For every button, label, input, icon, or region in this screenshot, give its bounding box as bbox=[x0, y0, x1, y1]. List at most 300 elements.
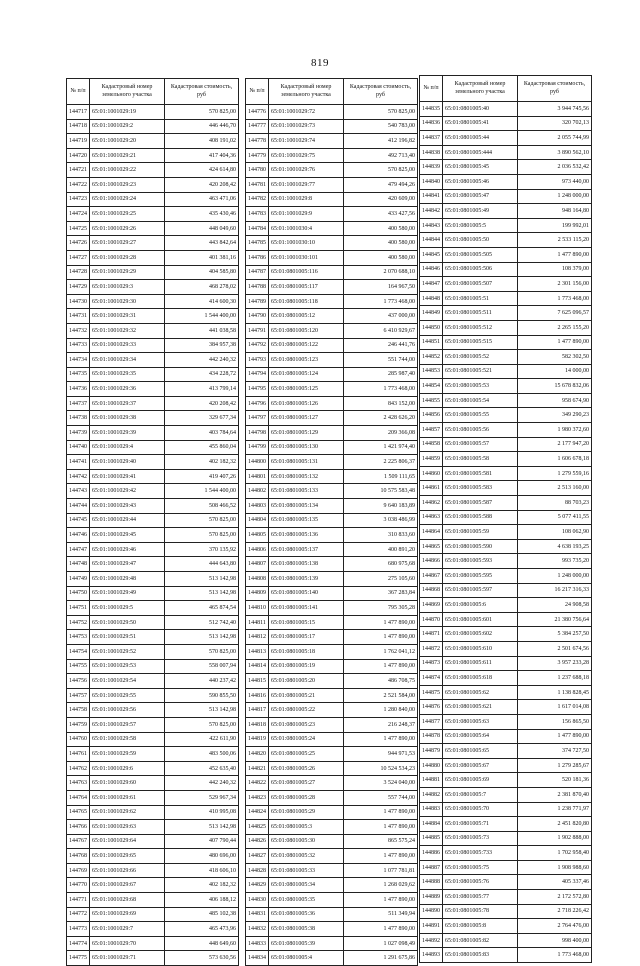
cadastral-value: 1 138 828,45 bbox=[518, 685, 592, 700]
row-number: 144723 bbox=[67, 192, 90, 207]
cadastral-value: 1 773 468,00 bbox=[344, 382, 418, 397]
table-row bbox=[420, 598, 592, 613]
cadastral-number: 65:01:0801005:601 bbox=[443, 612, 518, 627]
table-row bbox=[420, 627, 592, 642]
cadastral-value: 2 501 674,56 bbox=[518, 641, 592, 656]
cadastral-value: 349 290,23 bbox=[518, 408, 592, 423]
table-row bbox=[246, 630, 418, 645]
row-number: 144803 bbox=[246, 499, 269, 514]
cadastral-number: 65:01:0801005:77 bbox=[443, 890, 518, 905]
table-row bbox=[67, 192, 239, 207]
column-header-number: № п/п bbox=[420, 76, 443, 102]
row-number: 144718 bbox=[67, 119, 90, 134]
table-row bbox=[420, 904, 592, 919]
cadastral-number: 65:01:1001029:52 bbox=[90, 644, 165, 659]
table-row bbox=[67, 382, 239, 397]
row-number: 144852 bbox=[420, 350, 443, 365]
cadastral-number: 65:01:1001029:33 bbox=[90, 338, 165, 353]
cadastral-number: 65:01:1001029:59 bbox=[90, 747, 165, 762]
row-number: 144827 bbox=[246, 849, 269, 864]
column-header-cadastral-value: Кадастровая стоимость, руб bbox=[344, 79, 418, 105]
cadastral-number: 65:01:0801005:20 bbox=[269, 674, 344, 689]
table-row bbox=[246, 849, 418, 864]
cadastral-number: 65:01:0801005:137 bbox=[269, 542, 344, 557]
cadastral-value: 452 635,40 bbox=[165, 761, 239, 776]
cadastral-number: 65:01:0801005:36 bbox=[269, 907, 344, 922]
cadastral-number: 65:01:0801005:69 bbox=[443, 773, 518, 788]
row-number: 144778 bbox=[246, 134, 269, 149]
table-row bbox=[67, 717, 239, 732]
cadastral-value: 1 606 678,18 bbox=[518, 452, 592, 467]
cadastral-number: 65:01:0801005:124 bbox=[269, 367, 344, 382]
table-row bbox=[420, 583, 592, 598]
cadastral-number: 65:01:0801005:505 bbox=[443, 247, 518, 262]
table-row bbox=[67, 411, 239, 426]
cadastral-value: 465 473,96 bbox=[165, 922, 239, 937]
row-number: 144809 bbox=[246, 586, 269, 601]
cadastral-number: 65:01:1001029:53 bbox=[90, 659, 165, 674]
cadastral-value: 3 038 486,99 bbox=[344, 513, 418, 528]
row-number: 144798 bbox=[246, 426, 269, 441]
table-row bbox=[420, 393, 592, 408]
row-number: 144849 bbox=[420, 306, 443, 321]
cadastral-number: 65:01:1001029:75 bbox=[269, 148, 344, 163]
cadastral-number: 65:01:1001029:65 bbox=[90, 849, 165, 864]
cadastral-value: 1 702 958,40 bbox=[518, 846, 592, 861]
cadastral-number: 65:01:1001029:43 bbox=[90, 499, 165, 514]
cadastral-number: 65:01:0801005:64 bbox=[443, 729, 518, 744]
cadastral-number: 65:01:1001029:19 bbox=[90, 105, 165, 120]
table-row bbox=[246, 323, 418, 338]
cadastral-number: 65:01:0801005:129 bbox=[269, 426, 344, 441]
cadastral-number: 65:01:0801005:27 bbox=[269, 776, 344, 791]
row-number: 144776 bbox=[246, 105, 269, 120]
cadastral-value: 108 062,90 bbox=[518, 525, 592, 540]
cadastral-number: 65:01:1001030:10 bbox=[269, 236, 344, 251]
cadastral-value: 1 902 888,00 bbox=[518, 831, 592, 846]
cadastral-number: 65:01:0801005:58 bbox=[443, 452, 518, 467]
cadastral-number: 65:01:0801005:70 bbox=[443, 802, 518, 817]
cadastral-value: 1 279 559,16 bbox=[518, 466, 592, 481]
row-number: 144832 bbox=[246, 922, 269, 937]
table-row bbox=[246, 732, 418, 747]
cadastral-value: 402 182,32 bbox=[165, 455, 239, 470]
cadastral-value: 4 638 193,25 bbox=[518, 539, 592, 554]
cadastral-value: 998 400,00 bbox=[518, 933, 592, 948]
row-number: 144801 bbox=[246, 469, 269, 484]
row-number: 144727 bbox=[67, 250, 90, 265]
cadastral-value: 10 524 534,23 bbox=[344, 761, 418, 776]
cadastral-number: 65:01:0801005:54 bbox=[443, 393, 518, 408]
cadastral-number: 65:01:0801005:35 bbox=[269, 893, 344, 908]
row-number: 144749 bbox=[67, 572, 90, 587]
table-row bbox=[246, 455, 418, 470]
cadastral-number: 65:01:0801005:67 bbox=[443, 758, 518, 773]
cadastral-number: 65:01:0801005:122 bbox=[269, 338, 344, 353]
cadastral-number: 65:01:0801005:521 bbox=[443, 364, 518, 379]
table-row bbox=[420, 685, 592, 700]
row-number: 144873 bbox=[420, 656, 443, 671]
cadastral-value: 680 975,68 bbox=[344, 557, 418, 572]
cadastral-number: 65:01:0801005:132 bbox=[269, 469, 344, 484]
cadastral-value: 1 773 468,00 bbox=[344, 294, 418, 309]
row-number: 144853 bbox=[420, 364, 443, 379]
table-row bbox=[420, 247, 592, 262]
cadastral-number: 65:01:0801005:583 bbox=[443, 481, 518, 496]
table-row bbox=[246, 236, 418, 251]
cadastral-value: 433 427,56 bbox=[344, 207, 418, 222]
cadastral-number: 65:01:0801005:32 bbox=[269, 849, 344, 864]
row-number: 144854 bbox=[420, 379, 443, 394]
cadastral-number: 65:01:0801005:588 bbox=[443, 510, 518, 525]
table-row bbox=[420, 758, 592, 773]
cadastral-value: 374 727,50 bbox=[518, 744, 592, 759]
cadastral-number: 65:01:1001029:4 bbox=[90, 440, 165, 455]
cadastral-number: 65:01:1001029:55 bbox=[90, 688, 165, 703]
table-row bbox=[246, 542, 418, 557]
row-number: 144843 bbox=[420, 218, 443, 233]
table-row bbox=[67, 761, 239, 776]
cadastral-number: 65:01:1001029:5 bbox=[90, 601, 165, 616]
table-row bbox=[246, 426, 418, 441]
table-row bbox=[246, 499, 418, 514]
cadastral-number: 65:01:0801005:611 bbox=[443, 656, 518, 671]
cadastral-value: 2 301 156,00 bbox=[518, 277, 592, 292]
cadastral-value: 468 278,02 bbox=[165, 280, 239, 295]
table-row bbox=[246, 280, 418, 295]
cadastral-value: 570 825,00 bbox=[344, 163, 418, 178]
cadastral-number: 65:01:1001029:67 bbox=[90, 878, 165, 893]
row-number: 144802 bbox=[246, 484, 269, 499]
cadastral-number: 65:01:0801005:512 bbox=[443, 320, 518, 335]
cadastral-value: 2 172 572,80 bbox=[518, 890, 592, 905]
cadastral-number: 65:01:0801005:123 bbox=[269, 353, 344, 368]
cadastral-value: 1 773 468,00 bbox=[518, 291, 592, 306]
table-row bbox=[67, 688, 239, 703]
cadastral-value: 795 305,28 bbox=[344, 601, 418, 616]
cadastral-value: 463 471,06 bbox=[165, 192, 239, 207]
table-row bbox=[420, 437, 592, 452]
row-number: 144734 bbox=[67, 353, 90, 368]
cadastral-value: 512 742,40 bbox=[165, 615, 239, 630]
cadastral-number: 65:01:0801005:590 bbox=[443, 539, 518, 554]
cadastral-value: 486 708,75 bbox=[344, 674, 418, 689]
cadastral-value: 3 957 233,28 bbox=[518, 656, 592, 671]
table-row bbox=[246, 250, 418, 265]
cadastral-value: 88 703,23 bbox=[518, 496, 592, 511]
row-number: 144764 bbox=[67, 790, 90, 805]
row-number: 144799 bbox=[246, 440, 269, 455]
cadastral-value: 21 380 756,64 bbox=[518, 612, 592, 627]
cadastral-number: 65:01:0801005:515 bbox=[443, 335, 518, 350]
cadastral-number: 65:01:1001029:66 bbox=[90, 863, 165, 878]
cadastral-value: 2 225 806,37 bbox=[344, 455, 418, 470]
row-number: 144731 bbox=[67, 309, 90, 324]
table-row bbox=[246, 484, 418, 499]
row-number: 144844 bbox=[420, 233, 443, 248]
table-row bbox=[246, 776, 418, 791]
table-row bbox=[246, 674, 418, 689]
table-row bbox=[420, 773, 592, 788]
table-row bbox=[246, 557, 418, 572]
table-row bbox=[246, 922, 418, 937]
cadastral-number: 65:01:0801005:140 bbox=[269, 586, 344, 601]
cadastral-value: 402 182,32 bbox=[165, 878, 239, 893]
table-row bbox=[67, 134, 239, 149]
row-number: 144841 bbox=[420, 189, 443, 204]
table-row bbox=[246, 134, 418, 149]
cadastral-number: 65:01:1001030:101 bbox=[269, 250, 344, 265]
row-number: 144728 bbox=[67, 265, 90, 280]
cadastral-number: 65:01:0801005:65 bbox=[443, 744, 518, 759]
cadastral-value: 2 070 688,10 bbox=[344, 265, 418, 280]
row-number: 144846 bbox=[420, 262, 443, 277]
cadastral-value: 384 957,38 bbox=[165, 338, 239, 353]
table-row bbox=[67, 250, 239, 265]
table-header-row bbox=[246, 79, 418, 105]
row-number: 144885 bbox=[420, 831, 443, 846]
table-row bbox=[420, 218, 592, 233]
table-row bbox=[67, 644, 239, 659]
cadastral-value: 6 410 929,67 bbox=[344, 323, 418, 338]
cadastral-number: 65:01:0801005:12 bbox=[269, 309, 344, 324]
row-number: 144767 bbox=[67, 834, 90, 849]
cadastral-number: 65:01:1001029:21 bbox=[90, 148, 165, 163]
cadastral-number: 65:01:1001029:51 bbox=[90, 630, 165, 645]
row-number: 144719 bbox=[67, 134, 90, 149]
cadastral-number: 65:01:1001029:76 bbox=[269, 163, 344, 178]
cadastral-number: 65:01:1001029:56 bbox=[90, 703, 165, 718]
table-row bbox=[420, 875, 592, 890]
table-row bbox=[246, 353, 418, 368]
row-number: 144837 bbox=[420, 131, 443, 146]
table-row bbox=[67, 805, 239, 820]
table-row bbox=[420, 160, 592, 175]
table-row bbox=[420, 291, 592, 306]
row-number: 144876 bbox=[420, 700, 443, 715]
table-row bbox=[67, 878, 239, 893]
cadastral-number: 65:01:0801005:610 bbox=[443, 641, 518, 656]
row-number: 144814 bbox=[246, 659, 269, 674]
table-row bbox=[246, 309, 418, 324]
cadastral-number: 65:01:0801005:56 bbox=[443, 423, 518, 438]
cadastral-number: 65:01:1001029:7 bbox=[90, 922, 165, 937]
cadastral-number: 65:01:1001029:58 bbox=[90, 732, 165, 747]
table-row bbox=[67, 542, 239, 557]
cadastral-number: 65:01:0801005:595 bbox=[443, 569, 518, 584]
table-row bbox=[420, 817, 592, 832]
table-row bbox=[246, 586, 418, 601]
cadastral-value: 993 735,20 bbox=[518, 554, 592, 569]
cadastral-value: 7 625 096,57 bbox=[518, 306, 592, 321]
cadastral-value: 1 421 974,40 bbox=[344, 440, 418, 455]
table-row bbox=[420, 452, 592, 467]
row-number: 144886 bbox=[420, 846, 443, 861]
cadastral-number: 65:01:1001029:2 bbox=[90, 119, 165, 134]
cadastral-value: 573 630,56 bbox=[165, 951, 239, 966]
row-number: 144884 bbox=[420, 817, 443, 832]
table-row bbox=[246, 469, 418, 484]
row-number: 144880 bbox=[420, 758, 443, 773]
cadastral-value: 1 477 890,00 bbox=[344, 893, 418, 908]
cadastral-number: 65:01:0801005:597 bbox=[443, 583, 518, 598]
cadastral-value: 1 477 890,00 bbox=[344, 659, 418, 674]
cadastral-value: 1 509 111,65 bbox=[344, 469, 418, 484]
cadastral-value: 485 102,38 bbox=[165, 907, 239, 922]
row-number: 144772 bbox=[67, 907, 90, 922]
cadastral-number: 65:01:0801005:73 bbox=[443, 831, 518, 846]
row-number: 144722 bbox=[67, 177, 90, 192]
cadastral-value: 513 142,98 bbox=[165, 703, 239, 718]
cadastral-number: 65:01:1001029:37 bbox=[90, 396, 165, 411]
cadastral-number: 65:01:0801005:507 bbox=[443, 277, 518, 292]
cadastral-number: 65:01:0801005:126 bbox=[269, 396, 344, 411]
cadastral-number: 65:01:1001029:68 bbox=[90, 893, 165, 908]
table-row bbox=[420, 364, 592, 379]
cadastral-number: 65:01:1001029:62 bbox=[90, 805, 165, 820]
table-body bbox=[420, 102, 592, 963]
cadastral-number: 65:01:0801005:47 bbox=[443, 189, 518, 204]
cadastral-number: 65:01:0801005:116 bbox=[269, 265, 344, 280]
cadastral-value: 511 349,94 bbox=[344, 907, 418, 922]
row-number: 144821 bbox=[246, 761, 269, 776]
table-row bbox=[420, 306, 592, 321]
row-number: 144836 bbox=[420, 116, 443, 131]
cadastral-number: 65:01:0801005:511 bbox=[443, 306, 518, 321]
table-row bbox=[420, 671, 592, 686]
cadastral-value: 448 649,60 bbox=[165, 936, 239, 951]
cadastral-value: 557 744,00 bbox=[344, 790, 418, 805]
table-row bbox=[246, 221, 418, 236]
table-row bbox=[420, 890, 592, 905]
table-row bbox=[246, 528, 418, 543]
row-number: 144753 bbox=[67, 630, 90, 645]
cadastral-number: 65:01:0801005:62 bbox=[443, 685, 518, 700]
table-row bbox=[420, 320, 592, 335]
table-row bbox=[67, 907, 239, 922]
row-number: 144770 bbox=[67, 878, 90, 893]
cadastral-value: 1 544 400,00 bbox=[165, 309, 239, 324]
cadastral-number: 65:01:0801005:82 bbox=[443, 933, 518, 948]
cadastral-number: 65:01:1001029:61 bbox=[90, 790, 165, 805]
table-row bbox=[246, 659, 418, 674]
cadastral-number: 65:01:0801005:63 bbox=[443, 714, 518, 729]
row-number: 144816 bbox=[246, 688, 269, 703]
cadastral-number: 65:01:0801005:593 bbox=[443, 554, 518, 569]
cadastral-value: 437 000,00 bbox=[344, 309, 418, 324]
cadastral-number: 65:01:1001029:24 bbox=[90, 192, 165, 207]
cadastral-number: 65:01:0801005:59 bbox=[443, 525, 518, 540]
cadastral-number: 65:01:0801005:120 bbox=[269, 323, 344, 338]
cadastral-value: 513 142,98 bbox=[165, 630, 239, 645]
row-number: 144874 bbox=[420, 671, 443, 686]
row-number: 144838 bbox=[420, 145, 443, 160]
row-number: 144741 bbox=[67, 455, 90, 470]
table-row bbox=[420, 641, 592, 656]
table-row bbox=[246, 761, 418, 776]
cadastral-value: 948 164,80 bbox=[518, 204, 592, 219]
cadastral-number: 65:01:1001029:39 bbox=[90, 426, 165, 441]
cadastral-value: 405 337,46 bbox=[518, 875, 592, 890]
table-row bbox=[246, 805, 418, 820]
row-number: 144725 bbox=[67, 221, 90, 236]
cadastral-number: 65:01:0801005:22 bbox=[269, 703, 344, 718]
table-row bbox=[67, 280, 239, 295]
row-number: 144806 bbox=[246, 542, 269, 557]
cadastral-number: 65:01:0801005:23 bbox=[269, 717, 344, 732]
row-number: 144785 bbox=[246, 236, 269, 251]
cadastral-number: 65:01:1001029:27 bbox=[90, 236, 165, 251]
table-row bbox=[420, 846, 592, 861]
cadastral-value: 2 718 226,42 bbox=[518, 904, 592, 919]
cadastral-value: 2 764 476,00 bbox=[518, 919, 592, 934]
cadastral-value: 1 477 890,00 bbox=[344, 615, 418, 630]
cadastral-number: 65:01:0801005:51 bbox=[443, 291, 518, 306]
row-number: 144811 bbox=[246, 615, 269, 630]
row-number: 144862 bbox=[420, 496, 443, 511]
row-number: 144851 bbox=[420, 335, 443, 350]
row-number: 144769 bbox=[67, 863, 90, 878]
cadastral-number: 65:01:1001029:36 bbox=[90, 382, 165, 397]
row-number: 144788 bbox=[246, 280, 269, 295]
cadastral-number: 65:01:0801005:117 bbox=[269, 280, 344, 295]
cadastral-number: 65:01:0801005:6 bbox=[443, 598, 518, 613]
row-number: 144890 bbox=[420, 904, 443, 919]
cadastral-value: 443 842,64 bbox=[165, 236, 239, 251]
column-header-cadastral-value: Кадастровая стоимость, руб bbox=[518, 76, 592, 102]
cadastral-value: 558 007,94 bbox=[165, 659, 239, 674]
cadastral-value: 1 773 468,00 bbox=[518, 948, 592, 963]
table-row bbox=[420, 204, 592, 219]
row-number: 144777 bbox=[246, 119, 269, 134]
row-number: 144860 bbox=[420, 466, 443, 481]
row-number: 144729 bbox=[67, 280, 90, 295]
cadastral-value: 1 980 372,60 bbox=[518, 423, 592, 438]
cadastral-number: 65:01:0801005:141 bbox=[269, 601, 344, 616]
cadastral-value: 418 606,10 bbox=[165, 863, 239, 878]
cadastral-value: 1 477 890,00 bbox=[344, 805, 418, 820]
cadastral-number: 65:01:0801005:53 bbox=[443, 379, 518, 394]
cadastral-value: 414 600,30 bbox=[165, 294, 239, 309]
table-row bbox=[246, 951, 418, 966]
cadastral-value: 400 891,20 bbox=[344, 542, 418, 557]
table-row bbox=[420, 948, 592, 963]
table-row bbox=[420, 350, 592, 365]
row-number: 144856 bbox=[420, 408, 443, 423]
cadastral-number: 65:01:1001029:28 bbox=[90, 250, 165, 265]
cadastral-value: 16 217 316,33 bbox=[518, 583, 592, 598]
cadastral-value: 2 451 820,80 bbox=[518, 817, 592, 832]
cadastral-number: 65:01:1001029:23 bbox=[90, 177, 165, 192]
cadastral-number: 65:01:0801005:136 bbox=[269, 528, 344, 543]
cadastral-number: 65:01:0801005:52 bbox=[443, 350, 518, 365]
cadastral-number: 65:01:0801005:8 bbox=[443, 919, 518, 934]
row-number: 144866 bbox=[420, 554, 443, 569]
table-row bbox=[246, 148, 418, 163]
table-row bbox=[67, 586, 239, 601]
cadastral-value: 422 611,90 bbox=[165, 732, 239, 747]
row-number: 144748 bbox=[67, 557, 90, 572]
row-number: 144847 bbox=[420, 277, 443, 292]
cadastral-value: 164 967,50 bbox=[344, 280, 418, 295]
row-number: 144834 bbox=[246, 951, 269, 966]
cadastral-value: 444 643,80 bbox=[165, 557, 239, 572]
column-header-number: № п/п bbox=[246, 79, 269, 105]
table-row bbox=[246, 747, 418, 762]
cadastral-value: 1 238 771,97 bbox=[518, 802, 592, 817]
table-row bbox=[67, 440, 239, 455]
row-number: 144750 bbox=[67, 586, 90, 601]
